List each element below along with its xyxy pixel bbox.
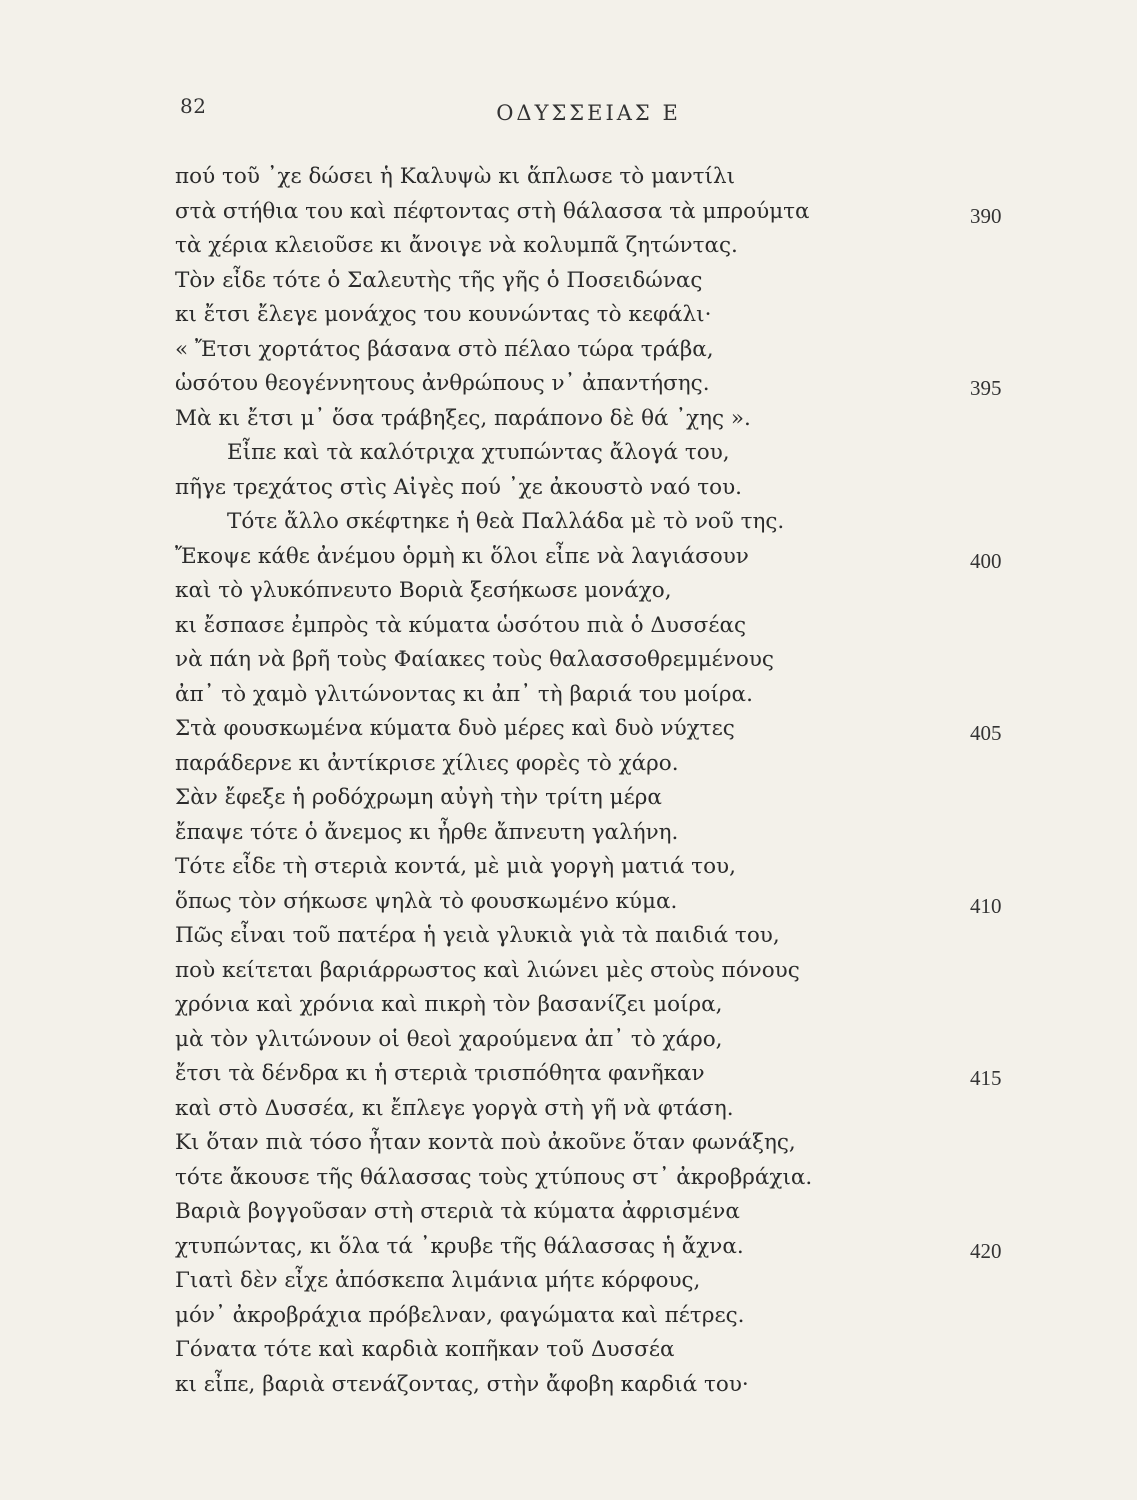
- verse-text: ἀπ᾽ τὸ χαμὸ γλιτώνοντας κι ἀπ᾽ τὴ βαριά του μοίρα.: [175, 681, 753, 707]
- verse-line: [175, 1126, 1055, 1161]
- verse-text: Στὰ φουσκωμένα κύματα δυὸ μέρες καὶ δυὸ νύχτες: [175, 716, 735, 741]
- verse-line: [175, 505, 1055, 540]
- verse-line: [175, 781, 1055, 816]
- verse-text: κι εἶπε, βαριὰ στενάζοντας, στὴν ἄφοβη καρδιά του·: [175, 1371, 749, 1397]
- verse-text: μὰ τὸν γλιτώνουν οἱ θεοὶ χαρούμενα ἀπ᾽ τὸ χάρο,: [175, 1026, 723, 1052]
- verse-text: τότε ἄκουσε τῆς θάλασσας τοὺς χτύπους στ᾽ ἀκροβράχια.: [175, 1164, 813, 1190]
- verse-line: [175, 954, 1055, 989]
- verse-text: Εἶπε καὶ τὰ καλότριχα χτυπώντας ἄλογά του,: [227, 440, 730, 465]
- verse-text: πού τοῦ ᾽χε δώσει ἡ Καλυψὼ κι ἅπλωσε τὸ μαντίλι: [175, 164, 736, 189]
- verse-line: [175, 747, 1055, 782]
- verse-text: ὡσότου θεογέννητους ἀνθρώπους ν᾽ ἀπαντήσης.: [175, 371, 710, 396]
- verse-text: χρόνια καὶ χρόνια καὶ πικρὴ τὸν βασανίζει μοίρα,: [175, 992, 723, 1017]
- verse-text: Πῶς εἶναι τοῦ πατέρα ἡ γειὰ γλυκιὰ γιὰ τὰ παιδιά του,: [175, 923, 780, 948]
- line-number: 395: [970, 376, 1002, 400]
- verse-text: Βαριὰ βογγοῦσαν στὴ στεριὰ τὰ κύματα ἀφρισμένα: [175, 1199, 740, 1224]
- verse-line: [175, 1368, 1055, 1403]
- verse-line: [175, 816, 1055, 851]
- verse-block: [175, 160, 1055, 1402]
- running-title: ΟΔΥΣΣΕΙΑΣ Ε: [496, 101, 681, 125]
- verse-text: ἔπαψε τότε ὁ ἄνεμος κι ἦρθε ἄπνευτη γαλήνη.: [175, 819, 679, 845]
- verse-line: [175, 1023, 1055, 1058]
- line-number: 390: [970, 203, 1002, 228]
- line-number: 410: [970, 893, 1002, 918]
- verse-text: Ἔκοψε κάθε ἀνέμου ὁρμὴ κι ὅλοι εἶπε νὰ λαγιάσουν: [175, 543, 749, 569]
- verse-text: κι ἔτσι ἔλεγε μονάχος του κουνώντας τὸ κεφάλι·: [175, 302, 712, 327]
- verse-text: Γόνατα τότε καὶ καρδιὰ κοπῆκαν τοῦ Δυσσέα: [175, 1337, 675, 1362]
- verse-line: [175, 195, 1055, 230]
- verse-text: μόν᾽ ἀκροβράχια πρόβελναν, φαγώματα καὶ πέτρες.: [175, 1302, 745, 1328]
- verse-text: καὶ στὸ Δυσσέα, κι ἔπλεγε γοργὰ στὴ γῆ νὰ φτάση.: [175, 1095, 734, 1121]
- verse-text: Σὰν ἔφεξε ἡ ροδόχρωμη αὐγὴ τὴν τρίτη μέρα: [175, 785, 662, 810]
- line-number: 400: [970, 548, 1002, 573]
- verse-line: [175, 1195, 1055, 1230]
- verse-text: Τότε ἄλλο σκέφτηκε ἡ θεὰ Παλλάδα μὲ τὸ νοῦ της.: [227, 509, 785, 534]
- verse-line: [175, 643, 1055, 678]
- verse-line: [175, 574, 1055, 609]
- line-number: 415: [970, 1066, 1002, 1090]
- verse-text: Τότε εἶδε τὴ στεριὰ κοντά, μὲ μιὰ γοργὴ ματιά του,: [175, 854, 736, 879]
- verse-line: [175, 1161, 1055, 1196]
- verse-text: Μὰ κι ἔτσι μ᾽ ὅσα τράβηξες, παράπονο δὲ θά ᾽χης ».: [175, 405, 751, 431]
- verse-line: [175, 402, 1055, 437]
- verse-line: [175, 1299, 1055, 1334]
- verse-text: Γιατὶ δὲν εἶχε ἀπόσκεπα λιμάνια μήτε κόρφους,: [175, 1268, 701, 1293]
- verse-line: [175, 1333, 1055, 1368]
- verse-line: [175, 988, 1055, 1023]
- verse-text: τὰ χέρια κλειοῦσε κι ἄνοιγε νὰ κολυμπᾶ ζητώντας.: [175, 233, 738, 258]
- verse-line: [175, 160, 1055, 195]
- verse-text: πῆγε τρεχάτος στὶς Αἰγὲς πού ᾽χε ἀκουστὸ ναό του.: [175, 474, 743, 500]
- line-number: 405: [970, 721, 1002, 745]
- verse-text: ὅπως τὸν σήκωσε ψηλὰ τὸ φουσκωμένο κύμα.: [175, 888, 678, 914]
- verse-text: κι ἔσπασε ἐμπρὸς τὰ κύματα ὡσότου πιὰ ὁ Δυσσέας: [175, 612, 747, 638]
- verse-line: [175, 471, 1055, 506]
- verse-text: ἔτσι τὰ δένδρα κι ἡ στεριὰ τρισπόθητα φανῆκαν: [175, 1061, 705, 1086]
- verse-text: χτυπώντας, κι ὅλα τά ᾽κρυβε τῆς θάλασσας ἡ ἄχνα.: [175, 1233, 744, 1259]
- verse-line: [175, 850, 1055, 885]
- verse-line: [175, 540, 1055, 575]
- line-number: 420: [970, 1238, 1002, 1263]
- verse-text: ποὺ κείτεται βαριάρρωστος καὶ λιώνει μὲς στοὺς πόνους: [175, 957, 800, 983]
- verse-line: [175, 436, 1055, 471]
- verse-line: [175, 919, 1055, 954]
- verse-text: « Ἔτσι χορτάτος βάσανα στὸ πέλαο τώρα τράβα,: [175, 336, 714, 362]
- verse-text: παράδερνε κι ἀντίκρισε χίλιες φορὲς τὸ χάρο.: [175, 750, 679, 776]
- verse-line: [175, 1092, 1055, 1127]
- page-number: 82: [180, 94, 207, 118]
- verse-line: [175, 885, 1055, 920]
- verse-line: [175, 1264, 1055, 1299]
- verse-line: [175, 298, 1055, 333]
- verse-line: [175, 367, 1055, 402]
- verse-text: καὶ τὸ γλυκόπνευτο Βοριὰ ξεσήκωσε μονάχο,: [175, 578, 672, 603]
- verse-line: [175, 1230, 1055, 1265]
- verse-line: [175, 1057, 1055, 1092]
- verse-line: [175, 712, 1055, 747]
- verse-line: [175, 678, 1055, 713]
- verse-text: στὰ στήθια του καὶ πέφτοντας στὴ θάλασσα τὰ μπρούμτα: [175, 198, 810, 224]
- verse-line: [175, 229, 1055, 264]
- verse-line: [175, 264, 1055, 299]
- verse-text: Τὸν εἶδε τότε ὁ Σαλευτὴς τῆς γῆς ὁ Ποσειδώνας: [175, 267, 703, 293]
- verse-line: [175, 609, 1055, 644]
- verse-text: Κι ὅταν πιὰ τόσο ἦταν κοντὰ ποὺ ἀκοῦνε ὅταν φωνάξης,: [175, 1130, 796, 1155]
- verse-text: νὰ πάη νὰ βρῆ τοὺς Φαίακες τοὺς θαλασσοθρεμμένους: [175, 647, 774, 672]
- verse-line: [175, 333, 1055, 368]
